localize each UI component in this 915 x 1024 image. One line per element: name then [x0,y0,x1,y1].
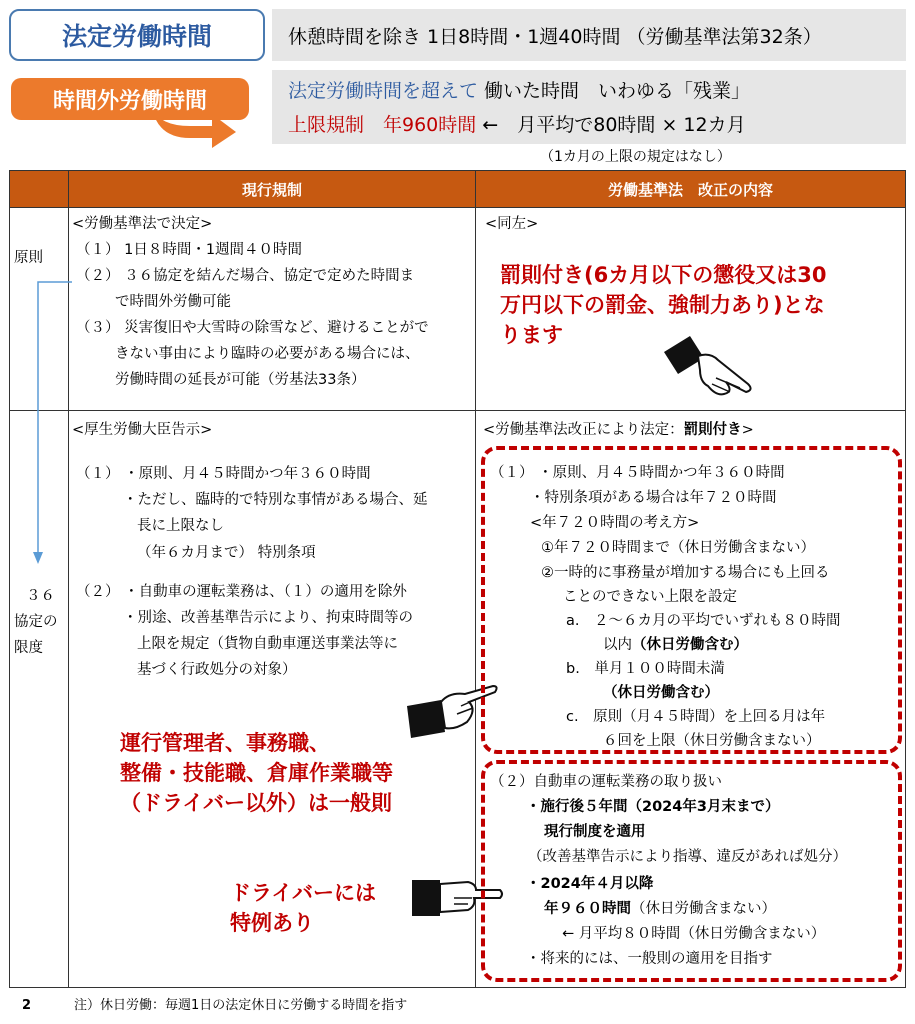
box1-line: b. 単月１００時間未満 [566,661,725,677]
penalty-text-line: ります [500,323,563,347]
box1-within: 以内 [603,637,632,653]
page-number: 2 [22,998,32,1013]
limit-note: （1カ月の上限の規定はなし） [540,149,731,165]
r2-revision-head-c: > [741,422,754,438]
legal-hours-definition: 休憩時間を除き 1日8時間・1週40時間 （労働基準法第32条） [272,9,906,61]
box2-line: ・将来的には、一般則の適用を目指す [526,951,773,967]
overtime-def-rest: 働いた時間 いわゆる「残業」 [478,80,751,102]
overtime-def-blue: 法定労働時間を超えて [288,80,479,102]
r1-current-line: 労働時間の延長が可能（労基法33条） [115,372,366,388]
footer [22,994,407,1013]
r2-current-line: <厚生労働大臣告示> [72,422,213,438]
box1-line: c. 原則（月４５時間）を上回る月は年 [566,709,826,725]
r2-revision-head [483,418,754,442]
box2-line: ← 月平均８０時間（休日労働含まない） [562,926,826,942]
row-label-36-line2: 協定の [14,614,58,630]
r1-revision-head: <同左> [485,216,539,232]
box1-line: ６回を上限（休日労働含まない） [603,733,821,749]
box2-960: 年９６０時間 [544,901,631,917]
r2-current-line: （年６カ月まで） 特別条項 [137,545,316,561]
box1-line: （休日労働含む） [603,685,719,701]
box1-holiday-incl: （休日労働含む） [632,637,748,653]
box1-line: <年７２０時間の考え方> [530,515,700,531]
r2-current-line: ・別途、改善基準告示により、拘束時間等の [123,610,413,626]
driver-exception-text-line: ドライバーには [230,881,376,905]
box1-line: ①年７２０時間まで（休日労働含まない） [541,540,815,556]
table-corner-cell [9,170,69,208]
box1-line: ことのできない上限を設定 [563,589,737,605]
row-label-36-line3: 限度 [14,640,43,656]
box1-line: a. ２～６カ月の平均でいずれも８０時間 [566,613,841,629]
r1-current-line: きない事由により臨時の必要がある場合には、 [115,346,420,362]
box2-line: （２）自動車の運転業務の取り扱い [490,774,722,790]
row-label-principle: 原則 [14,250,43,266]
box2-line: ・施行後５年間（2024年3月末まで） [526,799,780,815]
box1-line [603,633,748,657]
box1-line: ・特別条項がある場合は年７２０時間 [530,490,777,506]
box2-line: 現行制度を適用 [544,824,646,840]
overtime-definition [272,70,906,144]
r2-revision-head-b: 罰則付き [683,422,742,438]
r2-current-line: 基づく行政処分の対象） [137,662,297,678]
footer-note: 注）休日労働：毎週1日の法定休日に労働する時間を指す [74,998,408,1013]
limit-rest: ← 月平均で80時間 × 12カ月 [476,114,746,136]
box1-line: （１） ・原則、月４５時間かつ年３６０時間 [490,465,785,481]
r2-current-line: ・ただし、臨時的で特別な事情がある場合、延 [123,492,428,508]
col-header-current: 現行規制 [68,170,476,208]
col-header-revision: 労働基準法 改正の内容 [475,170,906,208]
box2-line: ・2024年４月以降 [526,876,654,892]
r2-current-line: （２） ・自動車の運転業務は、（１）の適用を除外 [76,584,407,600]
box1-line: ②一時的に事務量が増加する場合にも上回る [541,565,830,581]
driver-exception-text-line: 特例あり [230,911,314,935]
r2-current-line: 長に上限なし [137,518,224,534]
r1-current-line: で時間外労働可能 [115,294,231,310]
legal-hours-label: 法定労働時間 [9,9,265,61]
penalty-text-line: 万円以下の罰金、強制力あり)とな [500,293,825,317]
r2-revision-head-a: <労働基準法改正により法定： [483,422,684,438]
general-rule-text-line: 運行管理者、事務職、 [120,731,330,755]
r1-current-line: <労働基準法で決定> [72,216,213,232]
r1-current-line: （１） 1日８時間・1週間４０時間 [76,242,303,258]
limit-red: 上限規制 年960時間 [288,114,477,136]
general-rule-text-line: 整備・技能職、倉庫作業職等 [120,761,393,785]
penalty-text-line: 罰則付き(6カ月以下の懲役又は30 [500,263,827,287]
r1-current-line: （３） 災害復旧や大雪時の除雪など、避けることがで [76,320,429,336]
r1-current-line: （２） ３６協定を結んだ場合、協定で定めた時間ま [76,268,415,284]
general-rule-text-line: （ドライバー以外）は一般則 [120,791,392,815]
box2-line: （改善基準告示により指導、違反があれば処分） [528,849,847,865]
r2-current-line: （１） ・原則、月４５時間かつ年３６０時間 [76,466,371,482]
pointing-hand-icon [660,330,760,400]
row-label-36-line1: ３６ [26,588,55,604]
overtime-hours-label: 時間外労働時間 [11,78,249,120]
r2-current-line: 上限を規定（貨物自動車運送事業法等に [137,636,398,652]
box2-line [544,897,776,921]
box2-holiday-excl: （休日労働含まない） [631,901,776,917]
